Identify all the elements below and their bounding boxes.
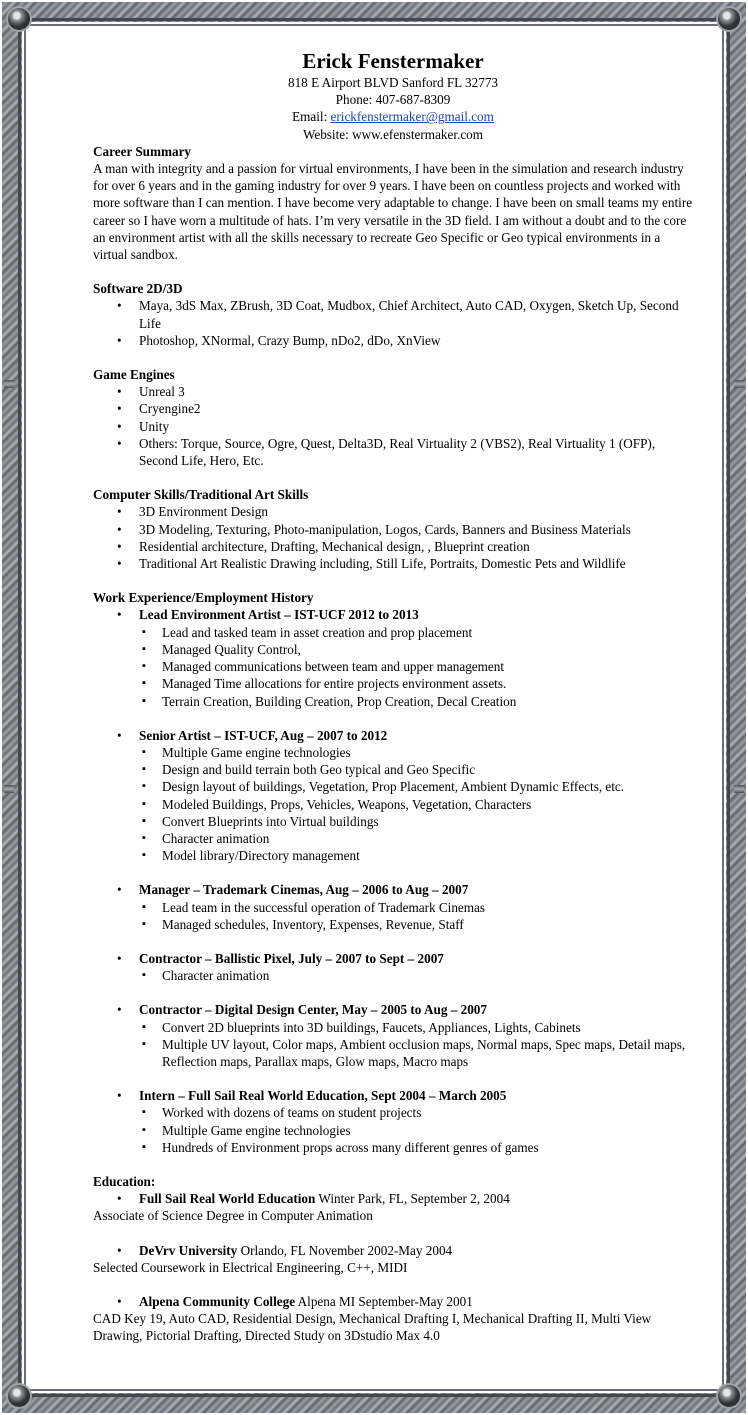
list-item: • Unity [139, 418, 693, 435]
corner-bolt-icon [8, 8, 30, 30]
list-item: • Unreal 3 [139, 383, 693, 400]
list-item: ▪ Lead team in the successful operation of Trademark Cinemas [162, 899, 693, 916]
list-item: • 3D Modeling, Texturing, Photo-manipulation, Logos, Cards, Banners and Business Materials [139, 521, 693, 538]
section-title-skills: Computer Skills/Traditional Art Skills [93, 487, 309, 503]
list-item: ▪ Multiple UV layout, Color maps, Ambient occlusion maps, Normal maps, Spec maps, Detail maps, Reflection maps, Parallax maps, Glow maps, Macro maps [162, 1036, 693, 1070]
school-name: Full Sail Real World Education [139, 1191, 316, 1207]
corner-bolt-icon [718, 8, 740, 30]
list-item: ▪ Character animation [162, 830, 693, 847]
list-item: ▪ Managed Time allocations for entire projects environment assets. [162, 675, 693, 692]
list-item: ▪ Modeled Buildings, Props, Vehicles, Weapons, Vegetation, Characters [162, 796, 693, 813]
list-item: • Others: Torque, Source, Ogre, Quest, Delta3D, Real Virtuality 2 (VBS2), Real Virtuality 1 (OFP), Second Life, Hero, Etc. [139, 435, 693, 469]
list-item: • Photoshop, XNormal, Crazy Bump, nDo2, dDo, XnView [139, 332, 693, 349]
email-line [93, 108, 693, 125]
section-title-engines: Game Engines [93, 367, 175, 383]
education-entry [93, 1242, 693, 1259]
phone: Phone: 407-687-8309 [335, 92, 451, 108]
list-item: ▪ Lead and tasked team in asset creation and prop placement [162, 624, 693, 641]
email-label: Email: [292, 109, 331, 125]
website: Website: www.efenstermaker.com [302, 126, 484, 142]
skills-list [93, 503, 693, 572]
job-title: • Lead Environment Artist – IST-UCF 2012 to 2013 [139, 607, 419, 623]
address: 818 E Airport BLVD Sanford FL 32773 [287, 75, 499, 90]
list-item: ▪ Managed Quality Control, [162, 641, 693, 658]
job-duties [139, 744, 693, 864]
corner-bolt-icon [8, 1385, 30, 1407]
section-title-education: Education: [93, 1173, 156, 1189]
resume-header [93, 48, 693, 143]
education-entry [93, 1190, 693, 1207]
frame-seam [734, 785, 744, 793]
list-item: ▪ Hundreds of Environment props across many different genres of games [162, 1139, 693, 1156]
list-item: • Residential architecture, Drafting, Mechanical design, , Blueprint creation [139, 538, 693, 555]
job-entry [139, 1087, 693, 1156]
list-item: ▪ Multiple Game engine technologies [162, 1122, 693, 1139]
section-title-work: Work Experience/Employment History [93, 590, 314, 606]
education-detail: Associate of Science Degree in Computer Animation [93, 1208, 373, 1224]
school-location-date: Alpena MI September-May 2001 [295, 1293, 473, 1309]
list-item: ▪ Multiple Game engine technologies [162, 744, 693, 761]
school-location-date: Winter Park, FL, September 2, 2004 [315, 1191, 510, 1207]
job-title: • Manager – Trademark Cinemas, Aug – 2006 to Aug – 2007 [139, 882, 469, 898]
list-item: ▪ Managed schedules, Inventory, Expenses, Revenue, Staff [162, 916, 693, 933]
job-duties [139, 967, 693, 984]
list-item: ▪ Design layout of buildings, Vegetation, Prop Placement, Ambient Dynamic Effects, etc. [162, 778, 693, 795]
list-item: ▪ Design and build terrain both Geo typical and Geo Specific [162, 761, 693, 778]
job-entry [139, 1001, 693, 1087]
list-item: ▪ Terrain Creation, Building Creation, Prop Creation, Decal Creation [162, 693, 693, 710]
corner-bolt-icon [718, 1385, 740, 1407]
frame-seam [734, 380, 744, 388]
job-entry [139, 950, 693, 1001]
education-detail: Selected Coursework in Electrical Engineering, C++, MIDI [93, 1259, 408, 1275]
job-duties [139, 1104, 693, 1156]
school-location-date: Orlando, FL November 2002-May 2004 [237, 1242, 453, 1258]
job-entry [139, 606, 693, 726]
career-summary-text: A man with integrity and a passion for virtual environments, I have been in the simulation and research industry for over 6 years and in the gaming industry for over 9 years. I have been on countless projects and worked with more software than I can mention. I have become very adaptable to change. I have been on small teams my entire career so I have worn a multitude of hats. I’m very versatile in the 3D field. I am without a doubt and to the core an environment artist with all the skills necessary to recreate Geo Specific or Geo typical environments in a virtual sandbox. [93, 161, 693, 263]
list-item: • Traditional Art Realistic Drawing including, Still Life, Portraits, Domestic Pets and Wildlife [139, 555, 693, 572]
list-item: ▪ Model library/Directory management [162, 847, 693, 864]
list-item: • 3D Environment Design [139, 503, 693, 520]
resume-body [93, 48, 693, 1345]
job-entry [139, 727, 693, 882]
list-item: ▪ Worked with dozens of teams on student projects [162, 1104, 693, 1121]
job-title: • Intern – Full Sail Real World Education, Sept 2004 – March 2005 [139, 1088, 507, 1104]
job-duties [139, 1019, 693, 1071]
section-title-software: Software 2D/3D [93, 281, 183, 297]
job-entry [139, 881, 693, 950]
list-item: ▪ Convert Blueprints into Virtual buildings [162, 813, 693, 830]
frame-seam [4, 785, 14, 793]
job-title: • Contractor – Ballistic Pixel, July – 2007 to Sept – 2007 [139, 950, 444, 966]
list-item: ▪ Convert 2D blueprints into 3D buildings, Faucets, Appliances, Lights, Cabinets [162, 1019, 693, 1036]
frame-seam [4, 380, 14, 388]
list-item: ▪ Managed communications between team and upper management [162, 658, 693, 675]
school-name: DeVrv University [139, 1242, 238, 1258]
software-list [93, 297, 693, 349]
school-name: Alpena Community College [139, 1293, 296, 1309]
education-entry [93, 1293, 693, 1310]
engines-list [93, 383, 693, 469]
list-item: ▪ Character animation [162, 967, 693, 984]
section-title-career: Career Summary [93, 143, 192, 159]
job-title: • Contractor – Digital Design Center, May – 2005 to Aug – 2007 [139, 1002, 487, 1018]
jobs-list [93, 606, 693, 1155]
job-title: • Senior Artist – IST-UCF, Aug – 2007 to 2012 [139, 727, 388, 743]
email-link[interactable]: erickfenstermaker@gmail.com [330, 109, 494, 125]
job-duties [139, 624, 693, 710]
list-item: • Cryengine2 [139, 400, 693, 417]
candidate-name: Erick Fenstermaker [302, 49, 484, 73]
education-detail: CAD Key 19, Auto CAD, Residential Design, Mechanical Drafting I, Mechanical Drafting II, Multi View Drawing, Pictorial Drafting, Directed Study on 3Dstudio Max 4.0 [93, 1311, 652, 1344]
job-duties [139, 899, 693, 933]
list-item: • Maya, 3dS Max, ZBrush, 3D Coat, Mudbox, Chief Architect, Auto CAD, Oxygen, Sketch Up, Second Life [139, 297, 693, 331]
